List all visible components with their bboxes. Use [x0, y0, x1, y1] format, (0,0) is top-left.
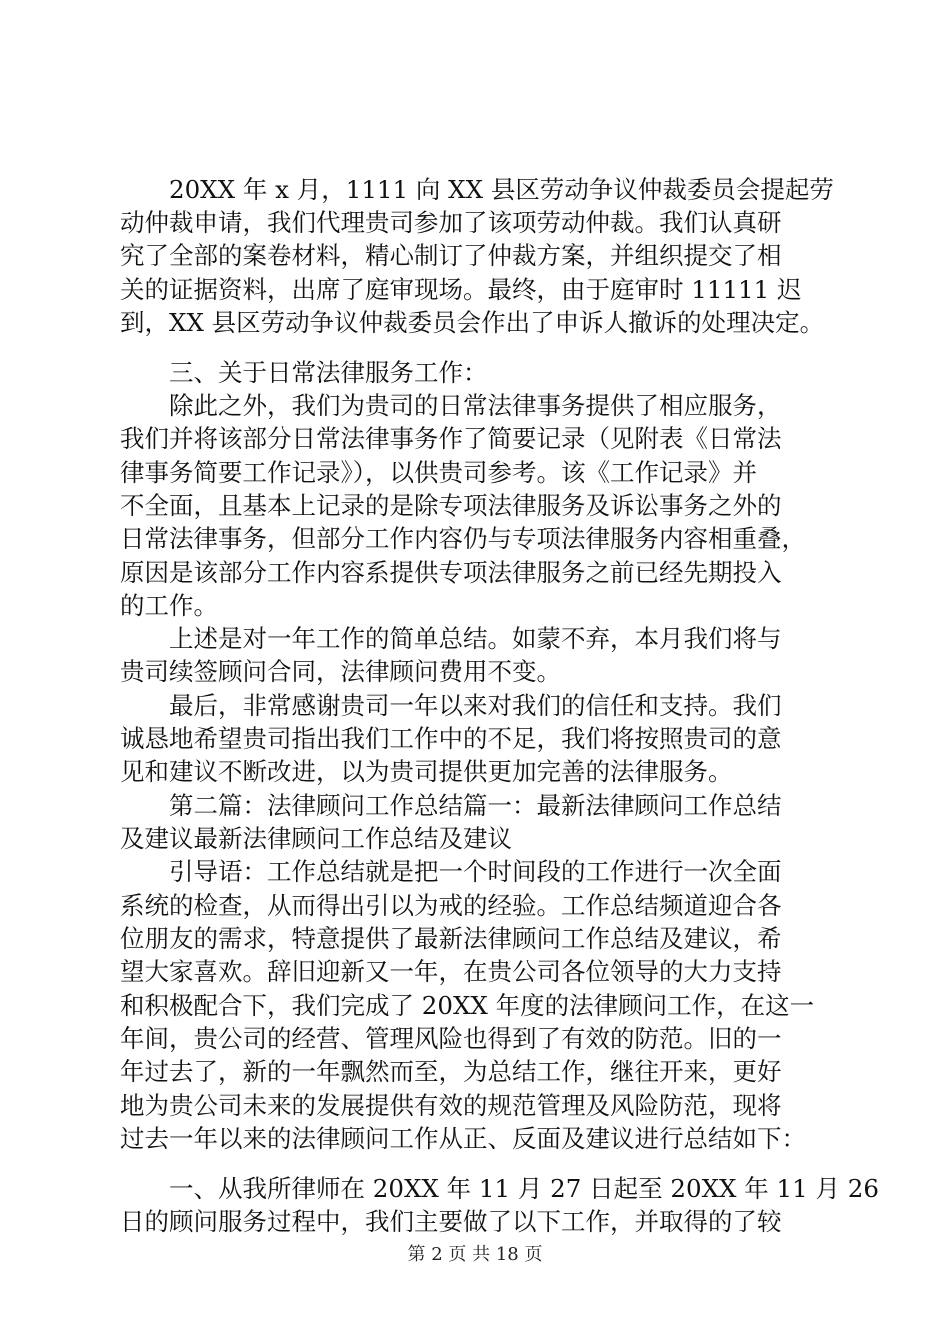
- text-line: 关的证据资料，出席了庭审现场。最终，由于庭审时 11111 迟: [120, 275, 802, 304]
- text-line: 过去一年以来的法律顾问工作从正、反面及建议进行总结如下：: [120, 1124, 806, 1153]
- section-heading: 第二篇：法律顾问工作总结篇一：最新法律顾问工作总结: [120, 791, 782, 820]
- text-line: 日的顾问服务过程中，我们主要做了以下工作，并取得的了较: [120, 1207, 782, 1236]
- text-line: 上述是对一年工作的简单总结。如蒙不弃，本月我们将与: [120, 624, 782, 653]
- text-line: 究了全部的案卷材料，精心制订了仲裁方案，并组织提交了相: [120, 241, 782, 270]
- text-line: 不全面，且基本上记录的是除专项法律服务及诉讼事务之外的: [120, 491, 782, 520]
- text-line: 见和建议不断改进，以为贵司提供更加完善的法律服务。: [120, 757, 733, 786]
- text-line: 年过去了，新的一年飘然而至，为总结工作，继往开来，更好: [120, 1057, 782, 1086]
- text-line: 日常法律事务，但部分工作内容仍与专项法律服务内容相重叠，: [120, 524, 806, 553]
- text-line: 年间，贵公司的经营、管理风险也得到了有效的防范。旧的一: [120, 1024, 782, 1053]
- text-line: 地为贵公司未来的发展提供有效的规范管理及风险防范，现将: [120, 1091, 782, 1120]
- text-line: 到，XX 县区劳动争议仲裁委员会作出了申诉人撤诉的处理决定。: [120, 308, 825, 337]
- text-line: 贵司续签顾问合同，法律顾问费用不变。: [120, 657, 561, 686]
- text-line: 位朋友的需求，特意提供了最新法律顾问工作总结及建议，希: [120, 924, 782, 953]
- text-line: 除此之外，我们为贵司的日常法律事务提供了相应服务，: [120, 391, 782, 420]
- text-line: 我们并将该部分日常法律事务作了简要记录（见附表《日常法: [120, 424, 782, 453]
- text-line: 律事务简要工作记录》），以供贵司参考。该《工作记录》并: [120, 458, 757, 487]
- text-line: 和积极配合下，我们完成了 20XX 年度的法律顾问工作，在这一: [120, 991, 815, 1020]
- section-heading: 三、关于日常法律服务工作：: [120, 358, 488, 387]
- text-line: 一、从我所律师在 20XX 年 11 月 27 日起至 20XX 年 11 月 26: [120, 1174, 879, 1203]
- text-line: 原因是该部分工作内容系提供专项法律服务之前已经先期投入: [120, 558, 782, 587]
- text-line: 望大家喜欢。辞旧迎新又一年，在贵公司各位领导的大力支持: [120, 957, 782, 986]
- text-line: 最后，非常感谢贵司一年以来对我们的信任和支持。我们: [120, 691, 782, 720]
- text-line: 系统的检查，从而得出引以为戒的经验。工作总结频道迎合各: [120, 891, 782, 920]
- text-line: 引导语：工作总结就是把一个时间段的工作进行一次全面: [120, 857, 782, 886]
- page-number-footer: 第 2 页 共 18 页: [407, 1244, 543, 1265]
- text-line: 及建议最新法律顾问工作总结及建议: [120, 824, 512, 853]
- text-line: 20XX 年 x 月，1111 向 XX 县区劳动争议仲裁委员会提起劳: [120, 175, 834, 204]
- text-line: 动仲裁申请，我们代理贵司参加了该项劳动仲裁。我们认真研: [120, 208, 782, 237]
- text-line: 的工作。: [120, 591, 218, 620]
- text-line: 诚恳地希望贵司指出我们工作中的不足，我们将按照贵司的意: [120, 724, 782, 753]
